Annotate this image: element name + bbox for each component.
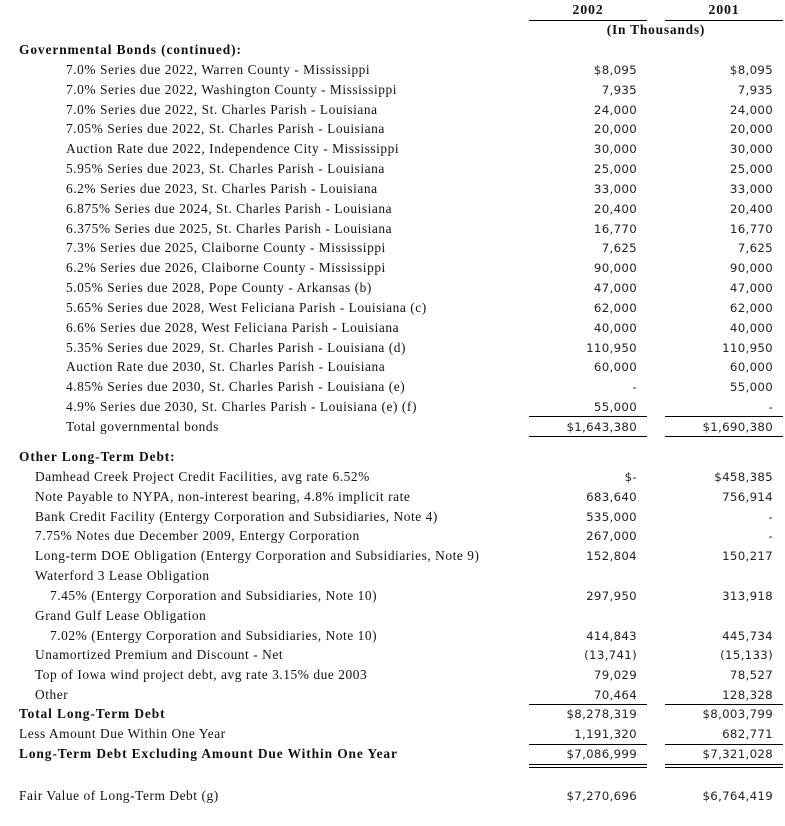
row-label: 6.6% Series due 2028, West Feliciana Parish - Louisiana	[66, 319, 400, 335]
value-text: 20,000	[729, 122, 773, 137]
table-row	[0, 645, 785, 665]
value-text: 20,400	[729, 201, 773, 216]
row-label: 6.2% Series due 2026, Claiborne County - Mississippi	[66, 260, 386, 276]
row-label: Auction Rate due 2022, Independence City - Mississippi	[66, 141, 400, 157]
value-2002	[529, 338, 647, 358]
total-long-term-debt-row	[0, 704, 785, 724]
row-label: 6.875% Series due 2024, St. Charles Parish - Louisiana	[66, 200, 393, 216]
value-text: -	[768, 509, 773, 524]
value-2001	[665, 626, 783, 646]
row-label: Bank Credit Facility (Entergy Corporation and Subsidiaries, Note 4)	[35, 508, 438, 524]
section-heading: Governmental Bonds (continued):	[19, 42, 242, 57]
value-2002	[529, 139, 647, 159]
value-text: $8,095	[729, 63, 773, 77]
header-rule-2002	[529, 20, 647, 21]
value-2002	[529, 645, 647, 665]
table-row	[0, 179, 785, 199]
row-label: 7.3% Series due 2025, Claiborne County - Mississippi	[66, 240, 386, 256]
value-2001	[665, 338, 783, 358]
total-rule-2001	[665, 436, 783, 437]
value-2002	[529, 219, 647, 239]
value-text: 25,000	[593, 162, 637, 177]
value-text: 30,000	[593, 142, 637, 157]
value-text: 24,000	[593, 102, 637, 117]
value-2001	[665, 526, 783, 546]
table-row	[0, 238, 785, 258]
less-current-portion-row	[0, 724, 785, 744]
table-row	[0, 467, 785, 487]
section-heading-row	[0, 40, 785, 60]
value-text: 20,400	[593, 201, 637, 216]
fair-value-row	[0, 786, 785, 806]
value-2001	[665, 60, 783, 80]
row-label: 4.9% Series due 2030, St. Charles Parish - Louisiana (e) (f)	[66, 399, 417, 415]
table-row	[0, 626, 785, 646]
value-text: 128,328	[722, 688, 773, 703]
value-text: $458,385	[714, 470, 773, 484]
section-heading-row	[0, 447, 785, 467]
value-text: 313,918	[722, 588, 773, 603]
row-label: 7.75% Notes due December 2009, Entergy Corporation	[35, 528, 360, 544]
value-text: 152,804	[586, 549, 637, 564]
row-label: 7.02% (Entergy Corporation and Subsidiaries, Note 10)	[50, 627, 378, 643]
table-row	[0, 258, 785, 278]
value-2002	[529, 526, 647, 546]
unit-label: (In Thousands)	[606, 22, 706, 37]
row-label: 7.0% Series due 2022, Washington County - Mississippi	[66, 81, 397, 97]
value-2001	[665, 417, 783, 437]
table-row	[0, 377, 785, 397]
row-label: 7.0% Series due 2022, Warren County - Mississippi	[66, 62, 371, 77]
table-row	[0, 298, 785, 318]
value-2001	[665, 139, 783, 159]
value-text: $7,086,999	[566, 747, 637, 761]
row-label: 4.85% Series due 2030, St. Charles Parish - Louisiana (e)	[66, 379, 406, 395]
value-text: 24,000	[729, 102, 773, 117]
row-label: Top of Iowa wind project debt, avg rate 3.15% due 2003	[35, 667, 368, 683]
value-text: 445,734	[722, 628, 773, 643]
row-label: Damhead Creek Project Credit Facilities, avg rate 6.52%	[35, 469, 370, 484]
value-2001	[665, 665, 783, 685]
value-2001	[665, 507, 783, 527]
value-text: 33,000	[729, 181, 773, 196]
table-row	[0, 685, 785, 705]
table-row	[0, 338, 785, 358]
value-2001	[665, 159, 783, 179]
row-label: Waterford 3 Lease Obligation	[35, 568, 210, 584]
value-2002	[529, 159, 647, 179]
value-2001	[665, 645, 783, 665]
value-2001	[665, 786, 783, 806]
value-2002	[529, 100, 647, 120]
value-2002	[529, 665, 647, 685]
row-label: Long-term DOE Obligation (Entergy Corporation and Subsidiaries, Note 9)	[35, 548, 480, 564]
table-row	[0, 139, 785, 159]
value-2001	[665, 487, 783, 507]
value-text: 55,000	[729, 380, 773, 395]
value-2001	[665, 704, 783, 724]
row-label: 7.05% Series due 2022, St. Charles Parish - Louisiana	[66, 121, 385, 137]
row-label: 7.0% Series due 2022, St. Charles Parish - Louisiana	[66, 101, 378, 117]
value-text: $1,690,380	[702, 420, 773, 434]
value-2002	[529, 278, 647, 298]
value-text: 70,464	[593, 688, 637, 703]
row-label: 5.35% Series due 2029, St. Charles Parish - Louisiana (d)	[66, 339, 407, 355]
table-row	[0, 507, 785, 527]
value-2001	[665, 467, 783, 487]
value-2001	[665, 278, 783, 298]
column-header-2001: 2001	[708, 3, 740, 18]
value-2002	[529, 786, 647, 806]
row-label: Grand Gulf Lease Obligation	[35, 607, 207, 623]
value-text: 55,000	[593, 400, 637, 415]
value-text: 682,771	[722, 727, 773, 741]
value-2002	[529, 724, 647, 744]
value-2002	[529, 80, 647, 100]
value-text: 20,000	[593, 122, 637, 137]
row-label: Less Amount Due Within One Year	[19, 726, 226, 741]
column-header-2002: 2002	[572, 3, 604, 18]
row-label: Unamortized Premium and Discount - Net	[35, 647, 284, 663]
section-heading: Other Long-Term Debt:	[19, 449, 176, 464]
value-text: 90,000	[729, 261, 773, 276]
value-text: 7,935	[601, 82, 637, 97]
value-text: $-	[624, 470, 637, 484]
table-row	[0, 60, 785, 80]
value-text: $7,321,028	[702, 747, 773, 761]
value-text: $1,643,380	[566, 420, 637, 434]
value-2001	[665, 298, 783, 318]
table-row	[0, 586, 785, 606]
value-text: 110,950	[586, 340, 637, 355]
table-row	[0, 566, 785, 586]
value-2002	[529, 397, 647, 417]
value-text: 7,935	[737, 82, 773, 97]
value-text: $7,270,696	[566, 789, 637, 803]
value-text: 16,770	[729, 221, 773, 236]
value-2002	[529, 258, 647, 278]
value-text: 267,000	[586, 529, 637, 544]
table-row	[0, 219, 785, 239]
value-2002	[529, 298, 647, 318]
value-text: 150,217	[722, 549, 773, 564]
table-row	[0, 526, 785, 546]
table-row	[0, 318, 785, 338]
value-2001	[665, 100, 783, 120]
value-2002	[529, 467, 647, 487]
value-2002	[529, 417, 647, 437]
value-2002	[529, 119, 647, 139]
value-2001	[665, 318, 783, 338]
value-text: 25,000	[729, 162, 773, 177]
value-2001	[665, 179, 783, 199]
value-text: 110,950	[722, 340, 773, 355]
value-text: (15,133)	[720, 648, 773, 663]
row-label: 7.45% (Entergy Corporation and Subsidiaries, Note 10)	[50, 587, 378, 603]
value-text: 62,000	[729, 300, 773, 315]
row-label: 6.375% Series due 2025, St. Charles Parish - Louisiana	[66, 220, 393, 236]
value-text: 7,625	[737, 241, 773, 256]
value-2002	[529, 199, 647, 219]
value-text: $8,278,319	[566, 707, 637, 721]
table-row	[0, 357, 785, 377]
value-2002	[529, 744, 647, 764]
value-2001	[665, 357, 783, 377]
row-label: 5.05% Series due 2028, Pope County - Arkansas (b)	[66, 280, 372, 296]
value-2002	[529, 507, 647, 527]
header-rule-2001	[665, 20, 783, 21]
value-text: 60,000	[729, 360, 773, 375]
value-text: 47,000	[729, 281, 773, 296]
value-2002	[529, 377, 647, 397]
row-label: Fair Value of Long-Term Debt (g)	[19, 788, 219, 803]
value-text: 1,191,320	[574, 727, 637, 741]
value-2001	[665, 238, 783, 258]
value-2002	[529, 704, 647, 724]
row-label: Total Long-Term Debt	[19, 706, 166, 721]
value-text: $8,003,799	[702, 707, 773, 721]
value-2002	[529, 685, 647, 705]
value-text: $8,095	[593, 63, 637, 77]
value-text: 47,000	[593, 281, 637, 296]
row-label: Long-Term Debt Excluding Amount Due Within One Year	[19, 746, 398, 761]
value-text: 62,000	[593, 300, 637, 315]
table-row	[0, 278, 785, 298]
value-2002	[529, 487, 647, 507]
value-text: 297,950	[586, 588, 637, 603]
value-text: 414,843	[586, 628, 637, 643]
value-2002	[529, 238, 647, 258]
table-row	[0, 665, 785, 685]
table-row	[0, 487, 785, 507]
value-2002	[529, 60, 647, 80]
value-text: 30,000	[729, 142, 773, 157]
value-2002	[529, 357, 647, 377]
value-text: 33,000	[593, 181, 637, 196]
value-2001	[665, 119, 783, 139]
total-governmental-bonds-row	[0, 417, 785, 437]
value-2001	[665, 724, 783, 744]
table-row	[0, 159, 785, 179]
value-2001	[665, 258, 783, 278]
table-row	[0, 546, 785, 566]
table-row	[0, 100, 785, 120]
value-text: 78,527	[729, 668, 773, 683]
value-text: -	[632, 380, 637, 395]
table-row	[0, 199, 785, 219]
value-2001	[665, 685, 783, 705]
value-text: 16,770	[593, 221, 637, 236]
value-2001	[665, 586, 783, 606]
value-2001	[665, 199, 783, 219]
row-label: 6.2% Series due 2023, St. Charles Parish - Louisiana	[66, 180, 378, 196]
row-label: Total governmental bonds	[66, 419, 219, 434]
value-2002	[529, 546, 647, 566]
ltd-excluding-current-row	[0, 744, 785, 764]
value-2002	[529, 626, 647, 646]
double-rule-2002	[529, 764, 647, 768]
value-text: 40,000	[593, 320, 637, 335]
total-rule-2002	[529, 436, 647, 437]
table-row	[0, 606, 785, 626]
value-text: -	[768, 400, 773, 415]
value-text: -	[768, 529, 773, 544]
value-2002	[529, 179, 647, 199]
value-2001	[665, 546, 783, 566]
value-text: 7,625	[601, 241, 637, 256]
value-text: 40,000	[729, 320, 773, 335]
row-label: 5.95% Series due 2023, St. Charles Parish - Louisiana	[66, 161, 385, 177]
value-2001	[665, 80, 783, 100]
value-text: (13,741)	[584, 648, 637, 663]
value-2001	[665, 744, 783, 764]
value-2001	[665, 397, 783, 417]
row-label: Other	[35, 687, 69, 703]
value-text: 60,000	[593, 360, 637, 375]
value-2001	[665, 219, 783, 239]
row-label: Auction Rate due 2030, St. Charles Parish - Louisiana	[66, 359, 386, 375]
row-label: 5.65% Series due 2028, West Feliciana Parish - Louisiana (c)	[66, 299, 427, 315]
table-row	[0, 397, 785, 417]
value-text: 683,640	[586, 489, 637, 504]
table-row	[0, 119, 785, 139]
double-rule-2001	[665, 764, 783, 768]
value-text: 79,029	[593, 668, 637, 683]
value-2001	[665, 377, 783, 397]
value-2002	[529, 586, 647, 606]
table-row	[0, 80, 785, 100]
row-label: Note Payable to NYPA, non-interest bearing, 4.8% implicit rate	[35, 488, 411, 504]
value-text: 756,914	[722, 489, 773, 504]
value-text: 535,000	[586, 509, 637, 524]
value-text: $6,764,419	[702, 789, 773, 803]
value-2002	[529, 318, 647, 338]
value-text: 90,000	[593, 261, 637, 276]
